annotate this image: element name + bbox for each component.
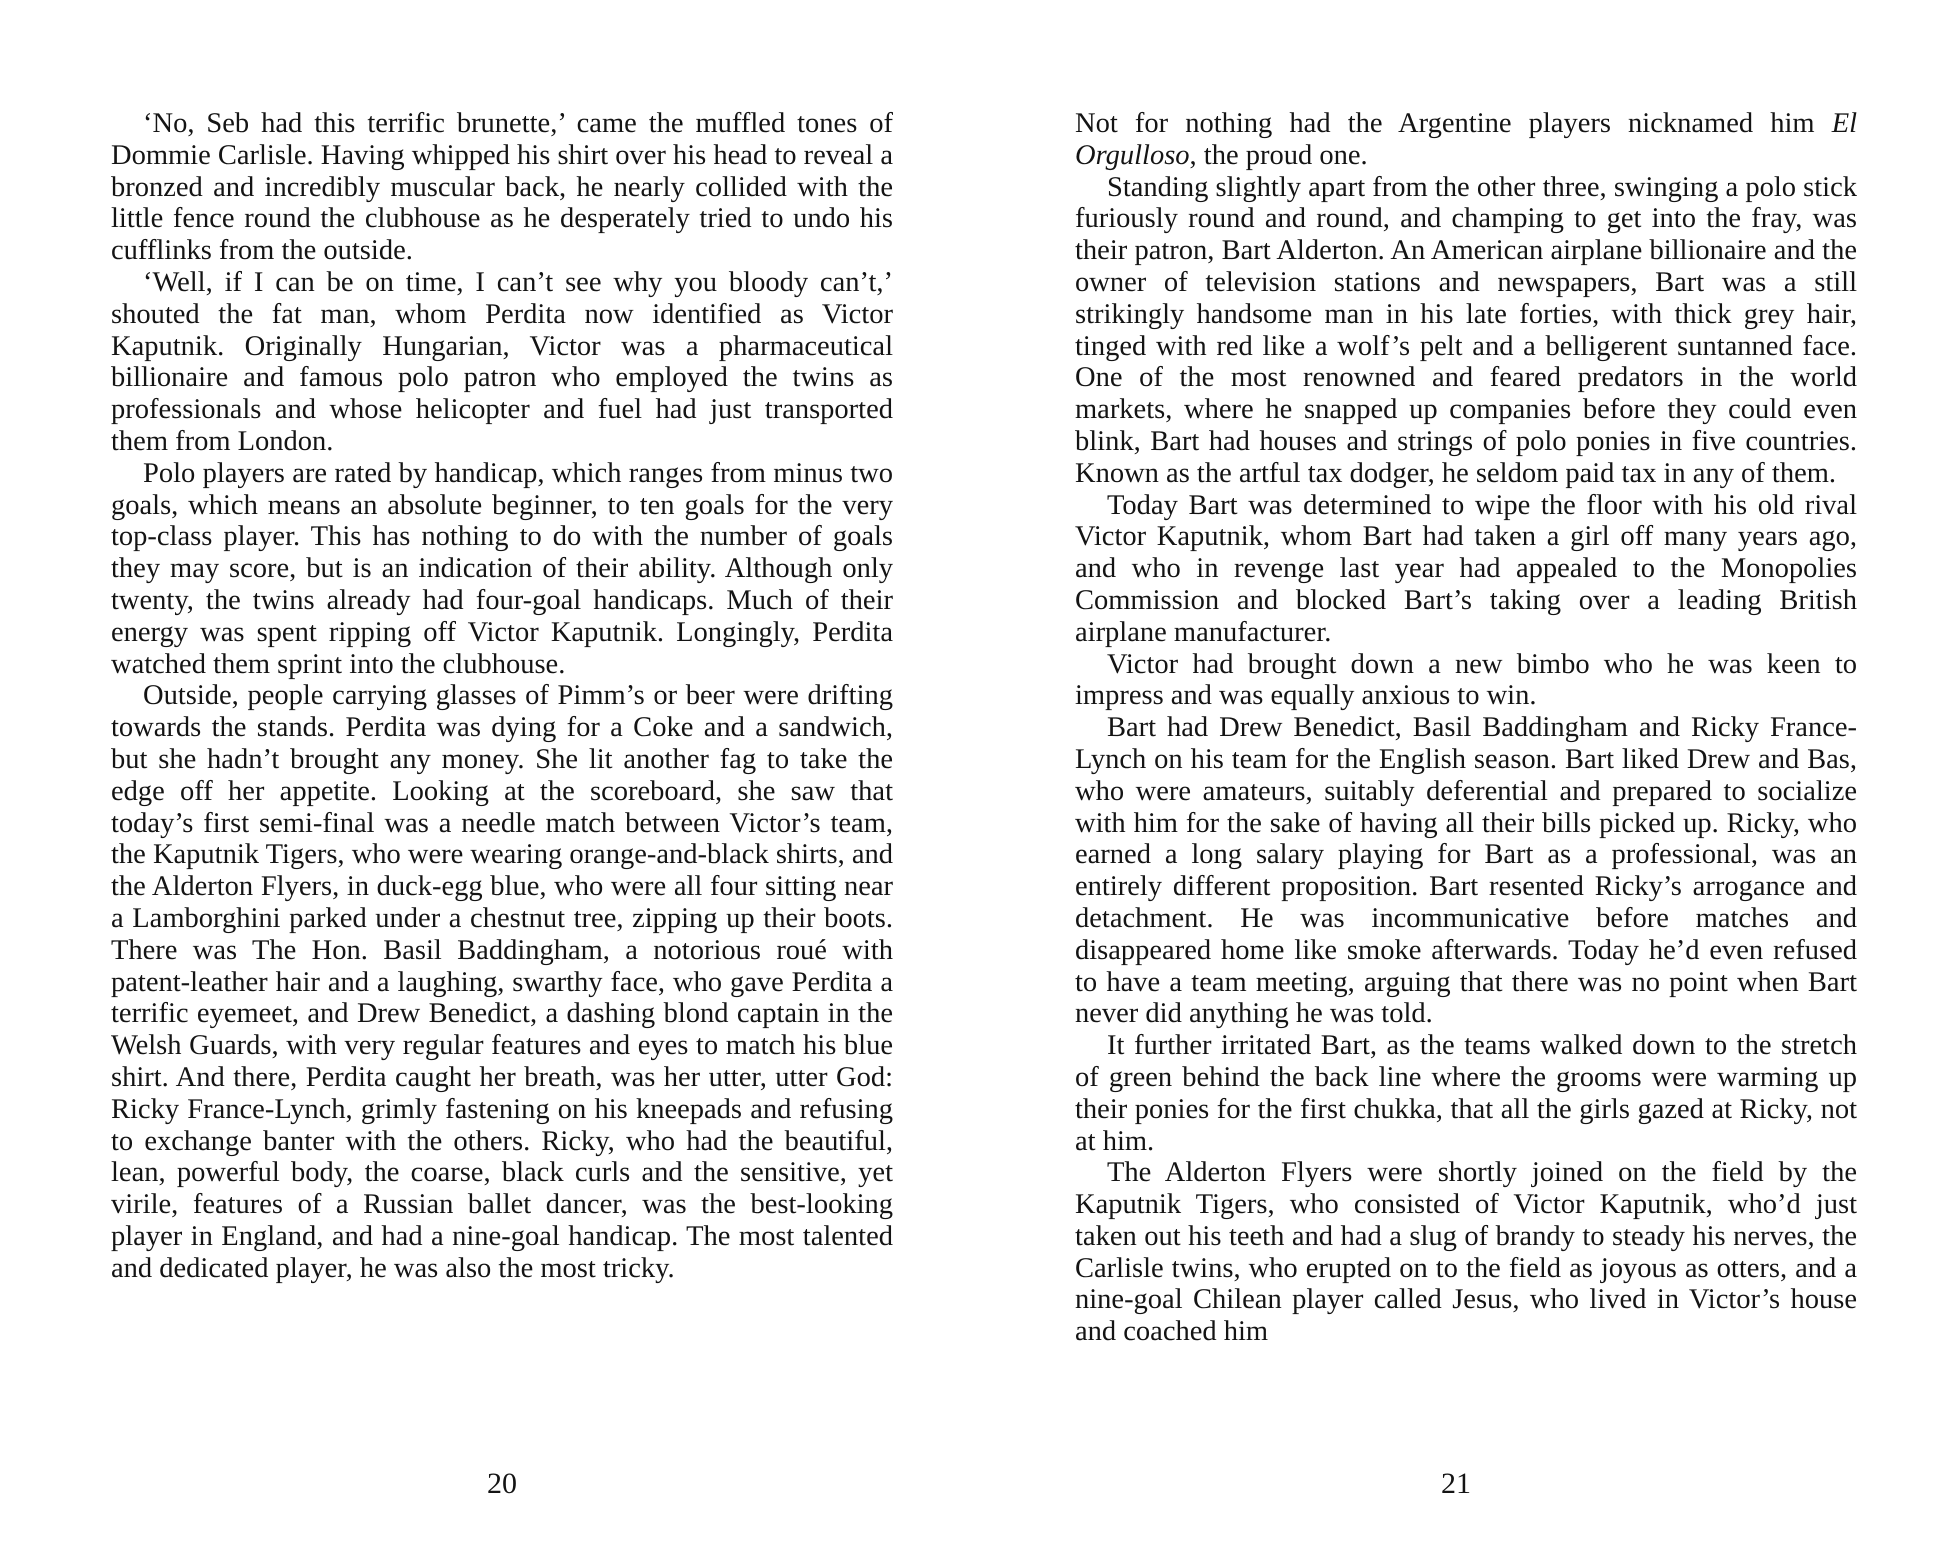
- nickname: El Orgulloso: [1075, 108, 1858, 171]
- paragraph: The Alderton Flyers were shortly joined on the field by the Kaputnik Tigers, who consisted of Victor Kaputnik, who’d just taken out his teeth and had a slug of brandy to steady his nerves, the Carlisle twins, who erupted on to the field as joyous as otters, and a nine-goal Chilean player called Jesus, who lived in Victor’s house and coached him: [1075, 1157, 1857, 1348]
- continued-text-end: , the proud one.: [1189, 139, 1368, 171]
- paragraph: Today Bart was determined to wipe the floor with his old rival Victor Kaputnik, whom Bart had taken a girl off many years ago, and who in revenge last year had appealed to the Monopolies Commission and blocked Bart’s taking over a leading British airplane manufacturer.: [1075, 489, 1857, 648]
- page-number: 21: [1441, 1467, 1471, 1500]
- paragraph: ‘Well, if I can be on time, I can’t see why you bloody can’t,’ shouted the fat man, whom Perdita now identified as Victor Kaputnik. Originally Hungarian, Victor was a pharmaceutical billionaire and famous polo patron who employed the twins as professionals and whose helicopter and fuel had just transported them from London.: [111, 266, 893, 457]
- paragraph: Bart had Drew Benedict, Basil Baddingham and Ricky France-Lynch on his team for the English season. Bart liked Drew and Bas, who were amateurs, suitably deferential and prepared to socialize with him for the sake of having all their bills picked up. Ricky, who earned a long salary playing for Bart as a professional, was an entirely different proposition. Bart resented Ricky’s arrogance and detachment. He was incommunicative before matches and disappeared home like smoke afterwards. Today he’d even refused to have a team meeting, arguing that there was no point when Bart never did anything he was told.: [1075, 712, 1857, 1030]
- continued-paragraph: [1075, 108, 1857, 172]
- paragraph: Outside, people carrying glasses of Pimm’s or beer were drifting towards the stands. Perdita was dying for a Coke and a sandwich, but she hadn’t brought any money. She lit another fag to take the edge off her appetite. Looking at the scoreboard, she saw that today’s first semi-final was a needle match between Victor’s team, the Kaputnik Tigers, who were wearing orange-and-black shirts, and the Alderton Flyers, in duck-egg blue, who were all four sitting near a Lamborghini parked under a chestnut tree, zipping up their boots. There was The Hon. Basil Baddingham, a notorious roué with patent-leather hair and a laughing, swarthy face, who gave Perdita a terrific eyemeet, and Drew Benedict, a dashing blond captain in the Welsh Guards, with very regular features and eyes to match his blue shirt. And there, Perdita caught her breath, was her utter, utter God: Ricky France-Lynch, grimly fastening on his kneepads and refusing to exchange banter with the others. Ricky, who had the beautiful, lean, powerful body, the coarse, black curls and the sensitive, yet virile, features of a Russian ballet dancer, was the best-looking player in England, and had a nine-goal handicap. The most talented and dedicated player, he was also the most tricky.: [111, 680, 893, 1284]
- right-page-text: [1075, 108, 1857, 1348]
- right-page: [974, 0, 1948, 1548]
- continued-text: Not for nothing had the Argentine players nicknamed him: [1075, 108, 1815, 139]
- paragraph: Standing slightly apart from the other three, swinging a polo stick furiously round and round, and champing to get into the fray, was their patron, Bart Alderton. An American airplane billionaire and the owner of television stations and newspapers, Bart was a still strikingly handsome man in his late forties, with thick grey hair, tinged with red like a wolf’s pelt and a belligerent suntanned face. One of the most renowned and feared predators in the world markets, where he snapped up companies before they could even blink, Bart had houses and strings of polo ponies in five countries. Known as the artful tax dodger, he seldom paid tax in any of them.: [1075, 171, 1857, 489]
- paragraph: Victor had brought down a new bimbo who he was keen to impress and was equally anxious to win.: [1075, 648, 1857, 712]
- paragraph: It further irritated Bart, as the teams walked down to the stretch of green behind the back line where the grooms were warming up their ponies for the first chukka, that all the girls gazed at Ricky, not at him.: [1075, 1030, 1857, 1157]
- page-number: 20: [487, 1467, 517, 1500]
- left-page-text: [111, 108, 893, 1284]
- paragraph: ‘No, Seb had this terrific brunette,’ came the muffled tones of Dommie Carlisle. Having whipped his shirt over his head to reveal a bronzed and incredibly muscular back, he nearly collided with the little fence round the clubhouse as he desperately tried to undo his cufflinks from the outside.: [111, 108, 893, 267]
- paragraph: Polo players are rated by handicap, which ranges from minus two goals, which means an absolute beginner, to ten goals for the very top-class player. This has nothing to do with the number of goals they may score, but is an indication of their ability. Although only twenty, the twins already had four-goal handicaps. Much of their energy was spent ripping off Victor Kaputnik. Longingly, Perdita watched them sprint into the clubhouse.: [111, 457, 893, 680]
